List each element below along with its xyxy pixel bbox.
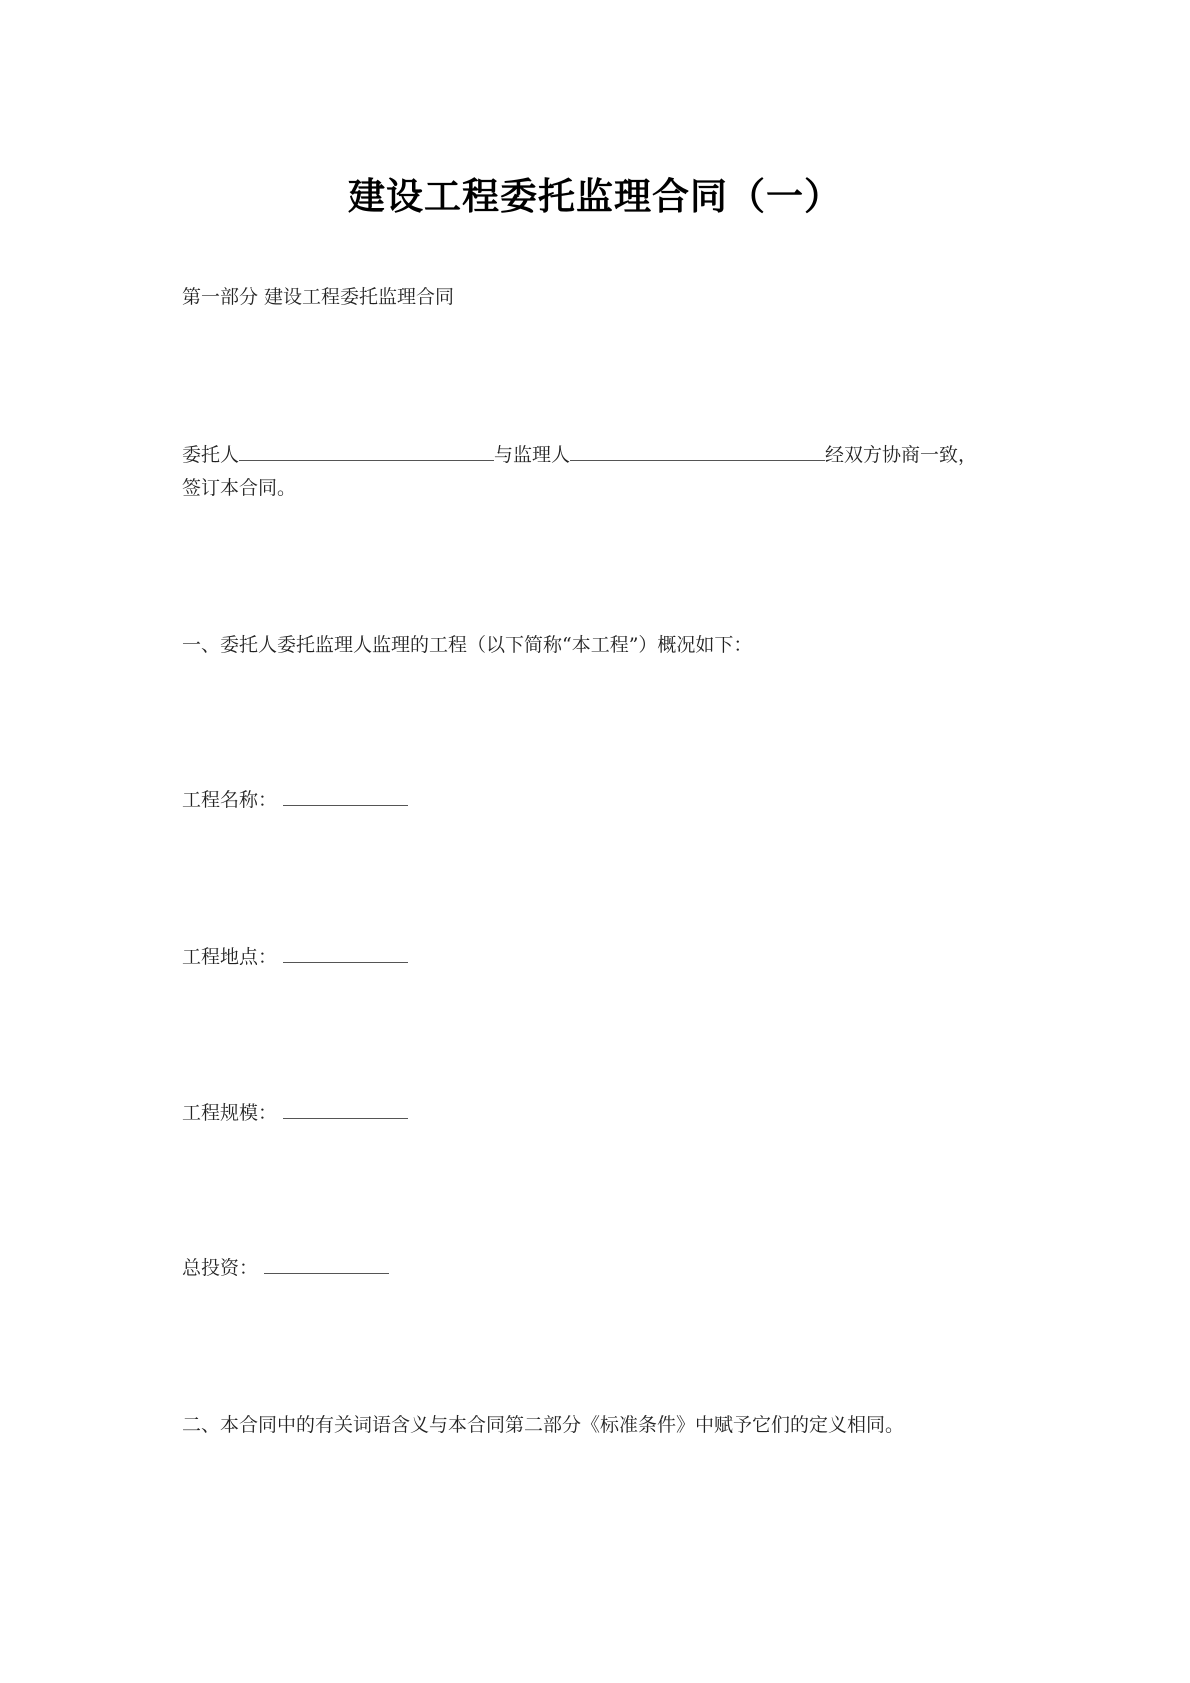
section-1-text: 一、委托人委托监理人监理的工程（以下简称“本工程”）概况如下： — [182, 634, 753, 656]
field-label: 工程规模： — [182, 1102, 278, 1124]
total-investment-blank[interactable] — [264, 1255, 389, 1274]
supervisor-label: 与监理人 — [494, 444, 571, 466]
section-2-text: 二、本合同中的有关词语含义与本合同第二部分《标准条件》中赋予它们的定义相同。 — [182, 1414, 905, 1436]
field-project-name — [182, 784, 408, 817]
agreement-tail: 经双方协商一致， — [825, 444, 978, 466]
project-scale-blank[interactable] — [283, 1100, 408, 1119]
parties-line — [182, 439, 977, 472]
field-label: 工程地点： — [182, 946, 278, 968]
parties-line-2: 签订本合同。 — [182, 477, 297, 499]
part-heading: 第一部分 建设工程委托监理合同 — [182, 286, 455, 308]
field-project-location — [182, 941, 408, 974]
field-label: 工程名称： — [182, 789, 278, 811]
client-label: 委托人 — [182, 444, 240, 466]
project-location-blank[interactable] — [283, 944, 408, 963]
field-label: 总投资： — [182, 1257, 259, 1279]
project-name-blank[interactable] — [283, 787, 408, 806]
field-project-scale — [182, 1097, 408, 1130]
field-total-investment — [182, 1252, 389, 1285]
supervisor-name-blank[interactable] — [570, 442, 825, 461]
document-title: 建设工程委托监理合同（一） — [348, 174, 842, 218]
client-name-blank[interactable] — [239, 442, 494, 461]
